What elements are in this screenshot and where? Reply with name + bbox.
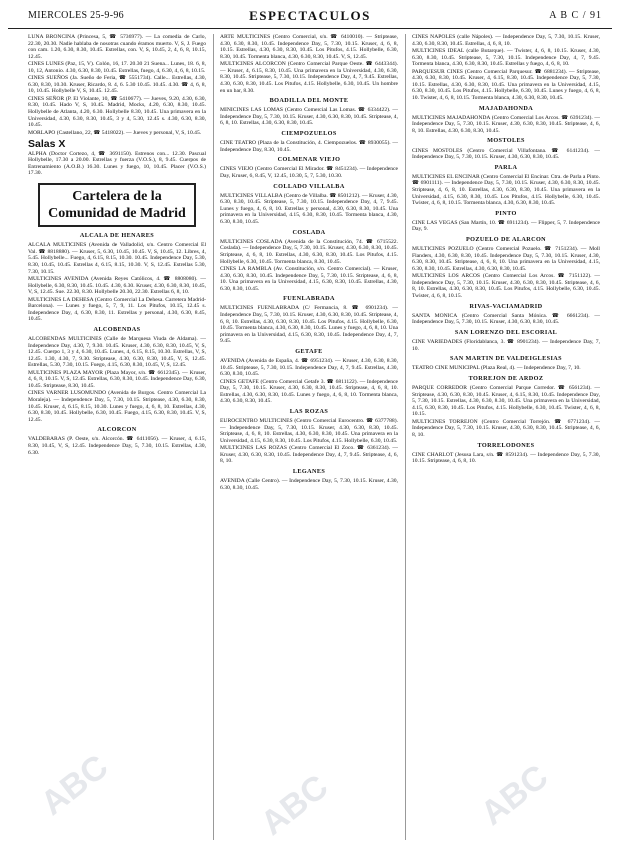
town-heading: CIEMPOZUELOS [281, 130, 337, 138]
listing-entry: VALDEBARAS (P. Oeste, s/n. Alcorcón. ☎ 6411056). — Kruser, 4, 6.15, 8.30, 10.45, V, S, 12.45. Independence Day, 5, 7.30, 10.15. Estrellas, 4.30, 6.30. [28, 436, 206, 456]
town-heading: LAS ROZAS [289, 407, 329, 415]
listing-entry: CINES MOSTOLES (Centro Comercial Villafontana. ☎ 6141234). — Independence Day, 5, 7.30, 10.15. Kruser, 4.30, 6.30, 8.30, 10.45. [412, 147, 600, 161]
watermark-logo: ABC [33, 747, 116, 823]
listing-entry: CINES SUEÑOS (Ja. Sueño de Feria, ☎ 5551734). Calle... Estrellas, 4.30, 6.30, 8.30, 10.30. Kruser, Ricardo, 8. 4, 6. 5.30 10.45. 10.45. 4.30. ☎ 4, 6, 8, 10, 10.45. Hollybelle V, S, 10.45. 12.45. [28, 75, 206, 95]
listing-entry: MULTICINES VILLALBA (Centro de Villalba. ☎ 8501212). — Kruser, 4.30, 6.30, 8.30, 10.45. Striptease, 5, 7.30, 10.15. Independence Day, 4, 7, 9.45. Lunes y fuego, 4, 6, 8, 10. Estrellas y personal, 4.30, 6.30, 8.30, 10.45. Una primavera en la Universidad, 4.15, 6.30, 8.30, 10.45. Tormenta blanca, 4.30, 6.30, 8.30, 10.45. [220, 192, 398, 226]
listing-entry: MULTICINES LA DEHESA (Centro Comercial La Dehesa. Carretera Madrid-Barcelona). — Lunes y fuego, 5, 7, 9, 11. Los Pitufos, 10.15, 12.45 s. Independence Day, 4, 6.30, 8.30, 11. Estrellas y personal, 4.30, 6.30, 8.45, 10.45. [28, 296, 206, 323]
cartelera-title-line: Cartelera de la [72, 189, 162, 205]
listing-entry: PARQUESUR CINES (Centro Comercial Parquesur. ☎ 6881234). — Striptease, 4.30, 6.30, 8.30, 10.45. Kruser, 4, 6.15, 8.30, 10.45. Independence Day, 5, 7.30, 10.15. Estrellas, 4.30, 6.30, 8.30, 10.45. Una primavera en la Universidad, 4.15, 6.30, 8.30, 10.45. Los Pitufos, 4.15. Hollybelle, 6.30, 10.45. Lunes y fuego, 4, 6, 8, 10. Twister, 4, 6, 8, 10.15. Tormenta blanca, 4.30, 6.30, 8.30, 10.45. [412, 68, 600, 101]
listing-entry: AVENIDA (Avenida de España, 4. ☎ 6951234). — Kruser, 4.30, 6.30, 8.30, 10.45. Striptease, 5, 7.30, 10.15. Independence Day, 4, 7, 9.45. Estrellas, 4.30, 6.30, 8.30, 10.45. [220, 358, 398, 378]
listing-entry: EUROCENTRO MULTICINES (Centro Comercial Eurocentro. ☎ 6377788). — Independence Day, 5, 7.30, 10.15. Kruser, 4.30, 6.30, 8.30, 10.45. Striptease, 4, 6, 8, 10. Estrellas, 4.30, 6.30, 8.30, 10.45. Una primavera en la Universidad, 4.15, 6.30, 8.30, 10.45. Los Pitufos, 4.15. Hollybelle, 6.30, 10.45. [220, 418, 398, 444]
listing-entry: CINES GETAFE (Centro Comercial Getafe 3. ☎ 6811122). — Independence Day, 5, 7.30, 10.15. Kruser, 4.30, 6.30, 8.30, 10.45. Striptease, 4, 6, 8, 10. Estrellas, 4.30, 6.30, 8.30, 10.45. Lunes y fuego, 4, 6, 8, 10. Tormenta blanca, 4.30, 6.30, 8.30, 10.45. [220, 378, 398, 405]
town-heading: BOADILLA DEL MONTE [269, 97, 349, 105]
listing-entry: ALCOBENDAS MULTICINES (Calle de Marquesa Viuda de Aldama). — Independence Day, 4.30, 7, 9.30. 10.45. Kruser, 4.30, 6.30, 8.30, 10.45, V, S, 12.45. Cuerpo 1, 3 y 4, 6.30, 10.45. Lunes, 4, 6.15, 8.15, 10.30. Estrellas, V, S, 12.45. 1.30, 4.30, 7, 9.30. Striptease, 4.30, 6.30, 8.30, 10.45, V, S, 12.45. Estrellas, 5.30, 7.30, 10.15. Fuego, 4.15, 6.30, 8.30, 10.45, V, S, 12.45. [28, 335, 206, 369]
listing-entry: MORLAPO (Castellano, 22, ☎ 5418022). — Jueves y personal, V, S, 10.45. [28, 129, 202, 136]
newspaper-page [8, 6, 612, 844]
paper-name-page: A B C / 91 [549, 10, 602, 21]
listing-entry: CINES VARNER LUSOMUNDO (Avenida de Burgos. Centro Comercial La Moraleja). — Independence Day, 5, 7.30, 10.15. Striptease, 4.30, 6.30, 8.30, 10.45. Kruser, 4, 6.15, 8.15, 10.30. Lunes y fuego, 4, 6, 8, 10. Estrellas, 4.30, 6.30, 8.30, 10.45. Hollybelle, 6.30, 10.45. Fuego, 4.15, 6.30, 8.30, 10.45. V, S, 12.45. [28, 390, 206, 423]
town-heading: TORRELODONES [477, 441, 535, 449]
listing-entry: MULTICINES ALCORCON (Centro Comercial Parque Oeste. ☎ 6443344). — Kruser, 4, 6.15, 8.30, 10.45. Una primavera en la Universidad, 4.30, 6.30, 8.30, 10.45. Striptease, 5, 7.30, 10.15. Independence Day, 4, 7, 9.45. Estrellas, 4.30, 6.30, 8.30, 10.45. Los Pitufos, 4.15. Hollybelle, 6.30, 10.45. Un hombre en un bar, 8.30. [220, 61, 398, 94]
town-heading: SAN MARTIN DE VALDEIGLESIAS [450, 355, 562, 363]
listing-entry: MINICINES LAS LOMAS (Centro Comercial Las Lomas. ☎ 6334422). — Independence Day, 5, 7.30, 10.15. Kruser, 4.30, 6.30, 8.30, 10.45. Striptease, 4, 6, 8, 10. Estrellas, 4.30, 6.30, 8.30, 10.45. [220, 107, 398, 127]
listing-entry: MULTICINES LOS ARCOS (Centro Comercial Los Arcos. ☎ 7151122). — Independence Day, 5, 7.30, 10.15. Kruser, 4.30, 6.30, 8.30, 10.45. Striptease, 4, 6, 8, 10. Estrellas, 4.30, 6.30, 8.30, 10.45. Los Pitufos, 4.15. Hollybelle, 6.30, 10.45. Twister, 4, 6, 8, 10.15. [412, 273, 600, 300]
town-heading: COSLADA [292, 228, 326, 236]
page-header [8, 6, 612, 29]
listing-entry: LUNA BRONCINA (Princesa, 5, ☎ 5736977). — La comedia de Carlo, 22.30, 20.30. Nadie hablaba de nosotras cuando éramos muerto. V, S, J. Fuego con cam. 1.20, 6.30, 8.30, 10.45. Estrellas, con. V, S, 10.45, 2, 4, 6, 8, 10.15, 12.45. [28, 34, 206, 60]
listing-entry: ARTE MULTICINES (Centro Comercial, s/n. ☎ 6410010). — Striptease, 4.30, 6.30, 8.30, 10.45. Independence Day, 5, 7.30, 10.15. Kruser, 4, 6, 8, 10.15. Estrellas, 4.30, 6.30, 8.30, 10.45. Los Pitufos, 4.15. Hollybelle, 6.30, 8.30, 10.45. Tormenta blanca, 4.30, 6.30, 8.30, 10.45. V, S, 12.45. [220, 34, 398, 60]
listing-entry: SANTA MONICA (Centro Comercial Santa Mónica. ☎ 6661234). — Independence Day, 5, 7.30, 10.15. Kruser, 4.30, 6.30, 8.30, 10.45. [412, 312, 600, 326]
listing-entry: CINE LAS VEGAS (San Martín, 10. ☎ 6911234). — Flipper, 5, 7. Independence Day, 9. [412, 219, 600, 233]
town-heading: RIVAS-VACIAMADRID [469, 302, 543, 310]
listing-entry: TEATRO CINE MUNICIPAL (Plaza Real, 4). — Independence Day, 7, 10. [412, 365, 581, 372]
listing-entry: MULTICINES COSLADA (Avenida de la Constitución, 74. ☎ 6715522. Coslada). — Independence Day, 5, 7.30, 10.15. Kruser, 4.30, 6.30, 8.30, 10.45. Striptease, 4, 6, 8, 10. Estrellas, 4.30, 6.30, 8.30, 10.45. Los Pitufos, 4.15. Hollybelle, 6.30, 10.45. Tormenta blanca, 8.30, 10.45. [220, 238, 398, 265]
watermark-logo: ABC [253, 767, 336, 843]
listing-entry: MULTICINES PLAZA MAYOR (Plaza Mayor, s/n. ☎ 6612345). — Kruser, 4, 6, 8, 10.15. V, S, 12.45. Estrellas, 6.30, 8.30, 10.45. Independence Day, 6.30, 10.45. Striptease, 8.30, 10.45. [28, 369, 206, 389]
column-rule [213, 34, 214, 840]
town-heading: GETAFE [295, 347, 323, 355]
town-heading: ALCOBENDAS [93, 325, 141, 333]
town-heading: PINTO [495, 209, 517, 217]
listing-entry: MULTICINES POZUELO (Centro Comercial Pozuelo. ☎ 7151234). — Moll Flanders, 4.30, 6.30, 8.30, 10.45. Independence Day, 5, 7.30, 10.15. Kruser, 4.30, 6.30, 8.30, 10.45. Striptease, 4, 6, 8, 10. Una primavera en la Universidad, 4.15, 6.30, 8.30, 10.45. Estrellas, 4.30, 6.30, 8.30, 10.45. [412, 246, 600, 272]
column-3 [412, 34, 600, 466]
listing-entry: MULTICINES LAS ROZAS (Centro Comercial El Zoco. ☎ 6361234). — Kruser, 4.30, 6.30, 8.30, 10.45. Independence Day, 4, 7, 9.45. Striptease, 4, 6, 8, 10. [220, 445, 398, 465]
listing-entry: MULTICINES IDEAL (calle Butarque). — Twister, 4, 6, 8, 10.15. Kruser, 4.30, 6.30, 8.30, 10.45. Striptease, 5, 7.30, 10.15. Independence Day, 4, 7, 9.45. Tormenta blanca, 4.30, 6.30, 8.30, 10.45. Estrellas y fuego, 4, 6, 8, 10. [412, 47, 600, 68]
column-1 [28, 34, 206, 457]
listing-entry: CINES NAPOLES (calle Nápoles). — Independence Day, 5, 7.30, 10.15. Kruser, 4.30, 6.30, 8.30, 10.45. Estrellas, 4, 6, 8, 10. [412, 34, 600, 47]
section-title: ESPECTACULOS [249, 8, 371, 23]
listing-entry: MULTICINES AVENIDA (Avenida Reyes Católicos, 4. ☎ 8808080). — Hollybelle, 6.30, 8.30, 10.45. 10.45. 4.30, 6.30. Kruser, 4.30, 6.30, 8.30, 10.45, V, S, 12.45. Sue. 22.30, 8.30. Hollybelle 20.30, 22.30. Estrellas 6, 8, 10. [28, 275, 206, 296]
watermark-logo: ABC [473, 757, 556, 833]
listing-entry: CINES SEÑOR (P. El Violante, 10, ☎ 5410677). — Jueves, 9.20, 4.30, 6.30, 8.30, 10.45. Hado V, S, 10.45. Madrid, Mocks, 4.20, 6.30, 8.30, 10.45. Hollybelle de Atlanta, 4.20, 6.30. Hollybelle 8.30, 10.45. Una primavera en la Universidad, 4.30, 6.30, 8.30, 10.45, 3 y 4, 5.30, 12.45 s. 4.30, 6.30, 8.30, 10.45. [28, 95, 206, 129]
listing-entry: ALCALA MULTICINES (Avenida de Valladolid, s/n. Centro Comercial El Val. ☎ 8818880). — Kruser, 5, 6.30, 10.45, 10.45. V, S, 10.45, 12. Libres, 4, 5.45. Hollybelle... Fuego, 4, 6.15, 8.15, 10.30. 10.45. Independence Day, 5.30, 8.30, 10.45, 10.45. Estrellas 4, 6.15, 8.15, 10.30. V, S, 12.45. Estrellas 5.30, 7.30, 10.15. [28, 242, 206, 275]
town-heading: MOSTOLES [487, 137, 525, 145]
town-heading: POZUELO DE ALARCON [465, 236, 547, 244]
column-2 [220, 34, 398, 492]
town-heading: MAJADAHONDA [478, 104, 534, 112]
listing-entry: MULTICINES TORREJON (Centro Comercial Torrejón. ☎ 6771234). — Independence Day, 5, 7.30, 10.15. Kruser, 4.30, 6.30, 8.30, 10.45. Striptease, 4, 6, 8, 10. [412, 418, 600, 438]
listing-entry: CINES LA RAMBLA (Av. Constitución, s/n. Centro Comercial). — Kruser, 4.30, 6.30, 8.30, 10.45. Independence Day, 5, 7.30, 10.15. Striptease, 4, 6, 8, 10. Una primavera en la Universidad, 4.15, 6.30, 8.30, 10.45. Estrellas, 4.30, 6.30, 8.30, 10.45. [220, 265, 398, 292]
town-heading: SAN LORENZO DEL ESCORIAL [454, 328, 558, 336]
town-heading: LEGANES [292, 468, 326, 476]
listing-entry: MULTICINES FUENLABRADA (C/ Fermancia, 8. ☎ 6901234). — Independence Day, 5, 7.30, 10.15. Kruser, 4.30, 6.30, 8.30, 10.45. Striptease, 4, 6, 8, 10. Estrellas, 4.30, 6.30, 8.30, 10.45. Los Pitufos, 4.15. Hollybelle, 6.30, 10.45. Tormenta blanca, 4.30, 6.30, 8.30, 10.45. Lunes y fuego, 4, 6, 8, 10. Una primavera en la Universidad, 4.15, 6.30, 8.30, 10.45. Independence Day, 4, 7, 9.45. [220, 305, 398, 345]
cartelera-title-line: Comunidad de Madrid [48, 206, 186, 222]
listing-entry: CINES LUNES (Paz, 15, V). Colón, 16, 17. 20.30 21 Suena... Lunes, 18. 6, 8, 10, 12, Antonio. 4.30, 6.30, 8.30, 10.45. Estrellas, fuego, 4, 6.30, 4, 6, 8, 10.15. [28, 61, 206, 74]
listing-entry: MULTICINES MAJADAHONDA (Centro Comercial Los Arcos. ☎ 6391234). — Independence Day, 5, 7.30, 10.15. Kruser, 4.30, 6.30, 8.30, 10.45. Striptease, 4, 6, 8, 10. Estrellas, 4.30, 6.30, 8.30, 10.45. [412, 114, 600, 134]
listing-entry: ALPHA (Doctor Cortezo, 4, ☎ 3691150). Estrenos con... 12.30. Pascual Hollybelle, 17.30 a 20.00. Estrellas y fuerza (V.O.S.), 8, 9.45. Cuerpos de Entrenamiento (A.O.B.) 16.30. Lunes y fuego, 10, 10.45. Placer (V.O.S.) 17.30. [28, 150, 206, 177]
issue-date: MIERCOLES 25-9-96 [28, 10, 124, 21]
listing-entry: MULTICINES EL ENCINAR (Centro Comercial El Encinar. Ctra. de Parla a Pinto. ☎ 6901111). — Independence Day, 5, 7.30, 10.15. Kruser, 4.30, 6.30, 8.30, 10.45. Striptease, 4, 6, 8, 10. Estrellas, 4.30, 6.30, 8.30, 10.45. Una primavera en la Universidad, 4.15, 6.30, 8.30, 10.45. Los Pitufos, 4.15. Hollybelle, 6.30, 10.45. Twister, 4, 6, 8, 10.15. Tormenta blanca, 4.30, 6.30, 8.30, 10.45. [412, 173, 600, 207]
listing-entry: CINE CHARLOT (Jesusa Lara, s/n. ☎ 8591234). — Independence Day, 5, 7.30, 10.15. Striptease, 4, 6, 8, 10. [412, 451, 600, 465]
town-heading: PARLA [494, 163, 518, 171]
town-heading: TORREJON DE ARDOZ [468, 374, 544, 382]
town-heading: ALCORCON [97, 426, 137, 434]
listing-entry: PARQUE CORREDOR (Centro Comercial Parque Corredor. ☎ 6561234). — Striptease, 4.30, 6.30, 8.30, 10.45. Kruser, 4, 6.15, 8.30, 10.45. Independence Day, 5, 7.30, 10.15. Estrellas, 4.30, 6.30, 8.30, 10.45. Una primavera en la Universidad, 4.15, 6.30, 8.30, 10.45. Los Pitufos, 4.15. Hollybelle, 6.30, 10.45. Twister, 4, 6, 8, 10.15. [412, 385, 600, 418]
column-rule [405, 34, 406, 840]
cartelera-box [38, 183, 196, 227]
town-heading: ALCALA DE HENARES [79, 232, 155, 240]
town-heading: FUENLABRADA [283, 295, 335, 303]
listing-entry: CINE TEATRO (Plaza de la Constitución, 4. Ciempozuelos. ☎ 8930055). — Independence Day, 8.30, 10.45. [220, 140, 398, 153]
town-heading: COLLADO VILLALBA [273, 182, 345, 190]
listing-entry: CINE VARIEDADES (Floridablanca, 3. ☎ 8901234). — Independence Day, 7, 10. [412, 339, 600, 352]
listing-entry: AVENIDA (Calle Centro). — Independence Day, 5, 7.30, 10.15. Kruser, 4.30, 6.30, 8.30, 10.45. [220, 478, 398, 491]
listing-entry: CINES VIEJO (Centro Comercial El Mirador. ☎ 8451234). — Independence Day, Kruser, 6, 8.45, V, 12.45, 10.30, 5, 7, 5.30, 10.30. [220, 166, 398, 179]
salas-x-heading: Salas X [28, 138, 66, 151]
town-heading: COLMENAR VIEJO [277, 156, 341, 164]
